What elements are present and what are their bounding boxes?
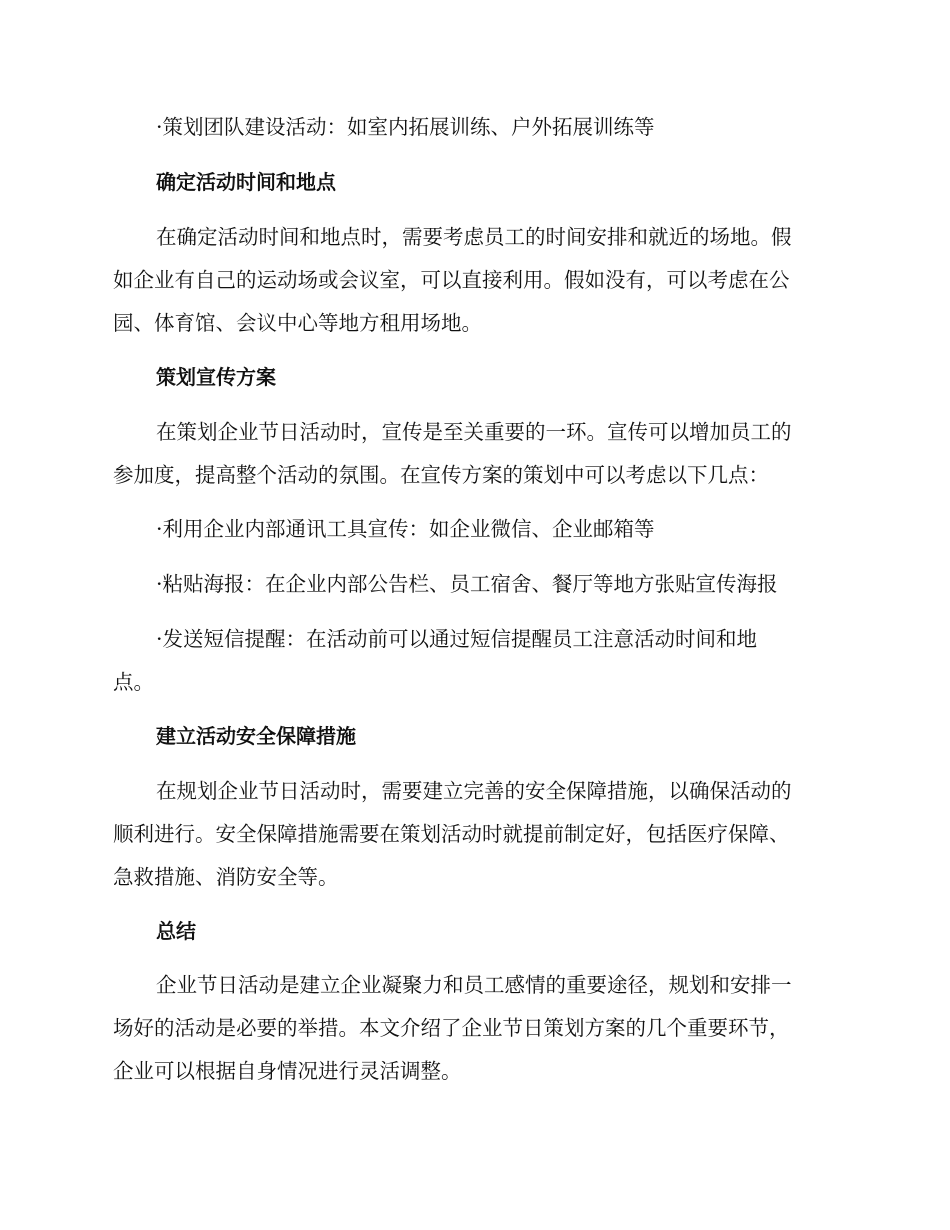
paragraph-line: 在确定活动时间和地点时，需要考虑员工的时间安排和就近的场地。假 <box>156 225 792 249</box>
paragraph-line: 顺利进行。安全保障措施需要在策划活动时就提前制定好，包括医疗保障、 <box>113 822 790 846</box>
paragraph-line: 场好的活动是必要的举措。本文介绍了企业节日策划方案的几个重要环节， <box>113 1016 790 1040</box>
paragraph-line: 在策划企业节日活动时，宣传是至关重要的一环。宣传可以增加员工的 <box>156 420 792 444</box>
paragraph-line: 企业节日活动是建立企业凝聚力和员工感情的重要途径，规划和安排一 <box>156 973 792 997</box>
paragraph-line: 如企业有自己的运动场或会议室，可以直接利用。假如没有，可以考虑在公 <box>113 268 790 292</box>
section-heading-promotion: 策划宣传方案 <box>156 365 276 389</box>
section-heading-summary: 总结 <box>156 919 196 943</box>
paragraph-line: 参加度，提高整个活动的氛围。在宣传方案的策划中可以考虑以下几点： <box>113 463 769 487</box>
bullet-continuation: 点。 <box>113 670 154 694</box>
paragraph-line: 企业可以根据自身情况进行灵活调整。 <box>113 1059 462 1083</box>
bullet-item-posters: ·粘贴海报：在企业内部公告栏、员工宿舍、餐厅等地方张贴宣传海报 <box>156 572 778 596</box>
paragraph-line: 在规划企业节日活动时，需要建立完善的安全保障措施，以确保活动的 <box>156 779 792 803</box>
section-heading-time-place: 确定活动时间和地点 <box>156 170 336 194</box>
bullet-item-sms-reminder: ·发送短信提醒：在活动前可以通过短信提醒员工注意活动时间和地 <box>156 627 758 651</box>
paragraph-line: 园、体育馆、会议中心等地方租用场地。 <box>113 311 482 335</box>
bullet-item-team-building: ·策划团队建设活动：如室内拓展训练、户外拓展训练等 <box>156 115 655 139</box>
paragraph-line: 急救措施、消防安全等。 <box>113 865 339 889</box>
section-heading-safety: 建立活动安全保障措施 <box>156 724 356 748</box>
bullet-item-internal-comms: ·利用企业内部通讯工具宣传：如企业微信、企业邮箱等 <box>156 517 655 541</box>
